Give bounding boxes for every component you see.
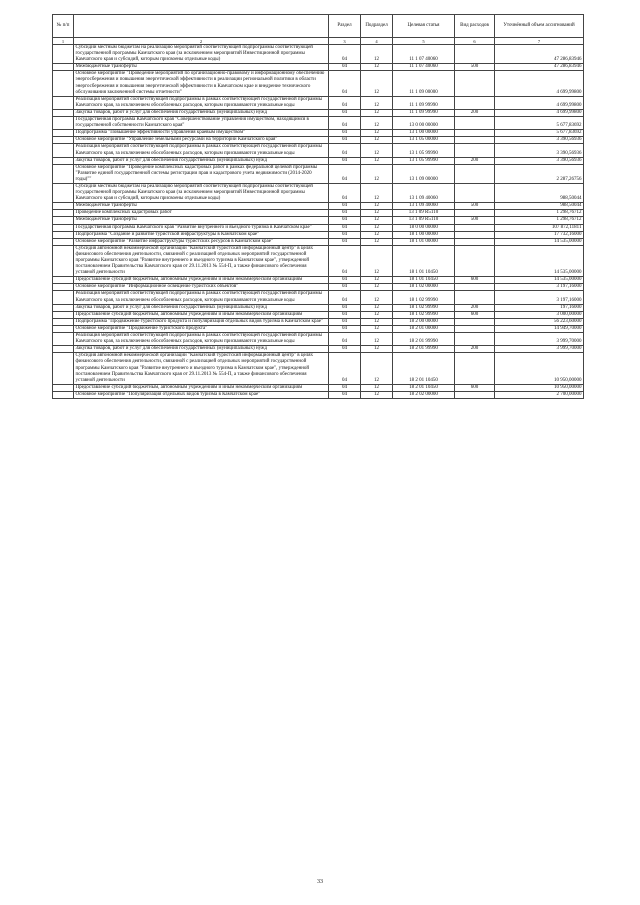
cell-subsection: 12 [361, 291, 393, 304]
cell-amount: 4 699,99800 [495, 71, 584, 96]
cell-num [53, 231, 74, 238]
cell-expense [455, 183, 495, 202]
cell-num [53, 245, 74, 276]
cell-amount: 3 390,56936 [495, 137, 584, 144]
cell-target: 18 2 00 00000 [393, 318, 455, 325]
cell-amount: 107 872,11811 [495, 224, 584, 231]
cell-target: 13 1 05 00000 [393, 137, 455, 144]
header-section: Раздел [329, 15, 361, 38]
cell-target: 18 1 00 00000 [393, 231, 455, 238]
cell-target: 13 1 09 00000 [393, 164, 455, 183]
table-row [53, 109, 584, 116]
cell-name: Реализация мероприятий соответствующей подпрограммы в рамках соответствующей государственной программы Камчатского края, за исключением обособленных расходов, которым присваиваются уникальные коды [74, 333, 329, 346]
cell-section: 04 [329, 353, 361, 384]
table-row [53, 284, 584, 291]
cell-amount: 3 000,00000 [495, 311, 584, 318]
cell-section: 04 [329, 130, 361, 137]
cell-num [53, 353, 74, 384]
cell-section: 04 [329, 71, 361, 96]
cell-name: Основное мероприятие "Управление земельными ресурсами на территории Камчатского края" [74, 137, 329, 144]
cell-section: 04 [329, 210, 361, 217]
col-number: 3 [329, 38, 361, 45]
cell-target: 18 1 02 99990 [393, 291, 455, 304]
cell-target: 13 1 09 40060 [393, 183, 455, 202]
cell-name: Закупка товаров, работ и услуг для обеспечения государственных (муниципальных) нужд [74, 304, 329, 311]
cell-subsection: 12 [361, 284, 393, 291]
cell-expense [455, 117, 495, 130]
cell-subsection: 12 [361, 384, 393, 391]
cell-subsection: 12 [361, 164, 393, 183]
cell-target: 18 1 01 00000 [393, 238, 455, 245]
cell-section: 04 [329, 117, 361, 130]
cell-num [53, 277, 74, 284]
col-number: 5 [393, 38, 455, 45]
cell-section: 04 [329, 137, 361, 144]
table-row [53, 144, 584, 157]
table-row [53, 277, 584, 284]
cell-section: 04 [329, 311, 361, 318]
table-row [53, 231, 584, 238]
cell-name: Закупка товаров, работ и услуг для обеспечения государственных (муниципальных) нужд [74, 157, 329, 164]
table-row [53, 238, 584, 245]
table-row [53, 96, 584, 109]
cell-section: 04 [329, 277, 361, 284]
cell-target: 18 1 01 10450 [393, 277, 455, 284]
cell-expense [455, 224, 495, 231]
cell-section: 04 [329, 231, 361, 238]
cell-amount: 1 298,76712 [495, 210, 584, 217]
cell-num [53, 96, 74, 109]
cell-amount: 14 535,00000 [495, 277, 584, 284]
table-row [53, 217, 584, 224]
cell-name: Предоставление субсидий бюджетным, автономным учреждениям и иным некоммерческим организациям [74, 311, 329, 318]
cell-target: 18 1 02 00000 [393, 284, 455, 291]
cell-num [53, 164, 74, 183]
cell-target: 18 2 02 00000 [393, 391, 455, 398]
cell-target: 13 1 00 00000 [393, 130, 455, 137]
table-row [53, 291, 584, 304]
cell-name: Межбюджетные трансферты [74, 64, 329, 71]
budget-table [52, 14, 584, 399]
cell-name: Подпрограмма "Создание и развитие туристской инфраструктуры в Камчатском крае" [74, 231, 329, 238]
cell-num [53, 183, 74, 202]
cell-amount: 14 535,00000 [495, 245, 584, 276]
cell-target: 13 1 05 99990 [393, 157, 455, 164]
table-row [53, 183, 584, 202]
cell-expense [455, 318, 495, 325]
cell-amount: 3 197,16000 [495, 291, 584, 304]
cell-section: 04 [329, 333, 361, 346]
cell-subsection: 12 [361, 183, 393, 202]
table-row [53, 384, 584, 391]
cell-expense [455, 45, 495, 64]
cell-name: Проведение комплексных кадастровых работ [74, 210, 329, 217]
table-row [53, 391, 584, 398]
cell-subsection: 12 [361, 304, 393, 311]
cell-name: Предоставление субсидий бюджетным, автономным учреждениям и иным некоммерческим организациям [74, 277, 329, 284]
table-row [53, 71, 584, 96]
header-name [74, 15, 329, 38]
table-row [53, 130, 584, 137]
cell-subsection: 12 [361, 130, 393, 137]
cell-section: 04 [329, 304, 361, 311]
cell-target: 13 1 09 R5110 [393, 217, 455, 224]
table-row [53, 164, 584, 183]
cell-section: 04 [329, 325, 361, 332]
cell-name: Реализация мероприятий соответствующей подпрограммы в рамках соответствующей государственной программы Камчатского края, за исключением обособленных расходов, которым присваиваются уникальные коды [74, 96, 329, 109]
cell-name: Подпрограмма "Повышение эффективности управления краевым имуществом" [74, 130, 329, 137]
table-row [53, 325, 584, 332]
header-subsection: Подраздел [361, 15, 393, 38]
cell-expense: 500 [455, 203, 495, 210]
cell-expense: 600 [455, 311, 495, 318]
header-target: Целевая статья [393, 15, 455, 38]
column-number-row [53, 38, 584, 45]
cell-num [53, 311, 74, 318]
cell-amount: 197,16000 [495, 304, 584, 311]
cell-amount: 10 950,00000 [495, 384, 584, 391]
cell-num [53, 346, 74, 353]
cell-num [53, 333, 74, 346]
cell-subsection: 12 [361, 203, 393, 210]
cell-num [53, 71, 74, 96]
cell-amount: 3 999,70000 [495, 333, 584, 346]
cell-expense [455, 284, 495, 291]
table-row [53, 346, 584, 353]
cell-target: 18 2 01 10450 [393, 353, 455, 384]
cell-subsection: 12 [361, 318, 393, 325]
col-number: 6 [455, 38, 495, 45]
table-row [53, 304, 584, 311]
cell-num [53, 144, 74, 157]
cell-section: 04 [329, 144, 361, 157]
cell-name: Субсидия автономной некоммерческой организации "Камчатский туристский информационный центр" в целях финансового обеспечения деятельности, связанной с реализацией отдельных мероприятий государственной программы Камчатского края "Развитие внутреннего и въездного туризма в Камчатском крае", утвержденной постановлением Правительства Камчатского края от 29.11.2013 № 554-П, а также финансового обеспечения уставной деятельности [74, 353, 329, 384]
cell-expense: 600 [455, 277, 495, 284]
header-amount: Уточнённый объем ассигнований [495, 15, 584, 38]
cell-expense [455, 245, 495, 276]
cell-name: Основное мероприятие "Популяризация отдельных видов туризма в Камчатском крае" [74, 391, 329, 398]
cell-amount: 47 286,83946 [495, 64, 584, 71]
cell-name: Основное мероприятие "Информационное освещение туристских объектов" [74, 284, 329, 291]
cell-amount: 2 287,26756 [495, 164, 584, 183]
table-row [53, 245, 584, 276]
cell-amount: 10 950,00000 [495, 353, 584, 384]
cell-section: 04 [329, 384, 361, 391]
cell-target: 18 2 01 00000 [393, 325, 455, 332]
cell-section: 04 [329, 346, 361, 353]
cell-subsection: 12 [361, 238, 393, 245]
cell-name: Межбюджетные трансферты [74, 203, 329, 210]
table-row [53, 203, 584, 210]
table-row [53, 210, 584, 217]
header-expense: Вид расходов [455, 15, 495, 38]
cell-target: 18 0 00 00000 [393, 224, 455, 231]
cell-expense [455, 96, 495, 109]
cell-target: 11 1 09 00000 [393, 71, 455, 96]
cell-section: 04 [329, 96, 361, 109]
cell-amount: 1 298,76712 [495, 217, 584, 224]
cell-name: Основное мероприятие "Проведение комплексных кадастровых работ в рамках федеральной целевой программы "Развитие единой государственной системы регистрации прав и кадастрового учета недвижимости (2014-2020 годы)"" [74, 164, 329, 183]
cell-num [53, 284, 74, 291]
cell-subsection: 12 [361, 277, 393, 284]
cell-name: Закупка товаров, работ и услуг для обеспечения государственных (муниципальных) нужд [74, 109, 329, 116]
cell-expense [455, 291, 495, 304]
cell-amount: 5 677,83692 [495, 117, 584, 130]
cell-section: 04 [329, 245, 361, 276]
table-body [53, 45, 584, 399]
cell-target: 18 2 01 99990 [393, 346, 455, 353]
cell-amount: 988,50044 [495, 203, 584, 210]
cell-subsection: 12 [361, 137, 393, 144]
cell-subsection: 12 [361, 353, 393, 384]
col-number: 2 [74, 38, 329, 45]
cell-expense [455, 231, 495, 238]
table-row [53, 64, 584, 71]
cell-expense [455, 71, 495, 96]
cell-expense [455, 238, 495, 245]
table-row [53, 157, 584, 164]
cell-num [53, 117, 74, 130]
cell-subsection: 12 [361, 109, 393, 116]
cell-num [53, 203, 74, 210]
cell-subsection: 12 [361, 333, 393, 346]
cell-section: 04 [329, 64, 361, 71]
cell-num [53, 304, 74, 311]
col-number: 4 [361, 38, 393, 45]
cell-amount: 56 223,60000 [495, 318, 584, 325]
cell-section: 04 [329, 284, 361, 291]
cell-expense [455, 144, 495, 157]
cell-subsection: 12 [361, 346, 393, 353]
cell-expense: 500 [455, 64, 495, 71]
cell-amount: 14 535,00000 [495, 238, 584, 245]
table-row [53, 117, 584, 130]
cell-expense [455, 130, 495, 137]
cell-num [53, 318, 74, 325]
cell-amount: 14 949,70000 [495, 325, 584, 332]
cell-expense: 500 [455, 217, 495, 224]
cell-subsection: 12 [361, 217, 393, 224]
cell-expense: 200 [455, 157, 495, 164]
cell-target: 18 2 01 10450 [393, 384, 455, 391]
cell-section: 04 [329, 291, 361, 304]
cell-section: 04 [329, 45, 361, 64]
cell-name: Субсидия автономной некоммерческой организации "Камчатский туристский информационный центр" в целях финансового обеспечения деятельности, связанной с реализацией отдельных мероприятий государственной программы Камчатского края "Развитие внутреннего и въездного туризма в Камчатском крае", утвержденной постановлением Правительства Камчатского края от 29.11.2013 № 554-П, а также финансового обеспечения уставной деятельности [74, 245, 329, 276]
cell-expense [455, 164, 495, 183]
cell-name: Основное мероприятие "Проведение мероприятий по организационно-правовому и информационному обеспечению энергосбережения и повышения энергетической эффективности в реализации региональной политики в области энергосбережения и повышения энергетической эффективности в Камчатском крае и внедрение технического обслуживания заключенной системы отчетности" [74, 71, 329, 96]
cell-section: 04 [329, 164, 361, 183]
table-row [53, 318, 584, 325]
col-number: 7 [495, 38, 584, 45]
cell-subsection: 12 [361, 224, 393, 231]
cell-num [53, 210, 74, 217]
cell-num [53, 137, 74, 144]
cell-num [53, 109, 74, 116]
cell-target: 18 1 02 99990 [393, 304, 455, 311]
cell-name: Реализация мероприятий соответствующей подпрограммы в рамках соответствующей государственной программы Камчатского края, за исключением обособленных расходов, которым присваиваются уникальные коды [74, 144, 329, 157]
cell-amount: 4 699,99800 [495, 109, 584, 116]
cell-subsection: 12 [361, 391, 393, 398]
cell-name: Основное мероприятие "Развитие инфраструктуры туристских ресурсов в Камчатском крае" [74, 238, 329, 245]
cell-expense: 200 [455, 304, 495, 311]
cell-amount: 2 700,00000 [495, 391, 584, 398]
cell-subsection: 12 [361, 210, 393, 217]
cell-section: 04 [329, 318, 361, 325]
cell-num [53, 391, 74, 398]
cell-target: 13 1 09 40060 [393, 203, 455, 210]
cell-expense: 200 [455, 109, 495, 116]
cell-num [53, 238, 74, 245]
cell-target: 18 1 01 10450 [393, 245, 455, 276]
cell-subsection: 12 [361, 325, 393, 332]
header-row [53, 15, 584, 38]
cell-section: 04 [329, 391, 361, 398]
cell-num [53, 217, 74, 224]
cell-expense: 600 [455, 384, 495, 391]
cell-expense: 200 [455, 346, 495, 353]
cell-amount: 17 732,16000 [495, 231, 584, 238]
cell-subsection: 12 [361, 64, 393, 71]
cell-expense [455, 391, 495, 398]
cell-subsection: 12 [361, 245, 393, 276]
cell-subsection: 12 [361, 157, 393, 164]
cell-name: Реализация мероприятий соответствующей подпрограммы в рамках соответствующей государственной программы Камчатского края, за исключением обособленных расходов, которым присваиваются уникальные коды [74, 291, 329, 304]
page-number: 33 [317, 879, 323, 885]
table-row [53, 224, 584, 231]
cell-amount: 3 197,16000 [495, 284, 584, 291]
cell-section: 04 [329, 109, 361, 116]
cell-target: 11 1 07 40060 [393, 45, 455, 64]
cell-subsection: 12 [361, 117, 393, 130]
table-row [53, 45, 584, 64]
cell-amount: 3 999,70000 [495, 346, 584, 353]
cell-subsection: 12 [361, 311, 393, 318]
cell-section: 04 [329, 238, 361, 245]
cell-target: 13 1 05 99990 [393, 144, 455, 157]
cell-name: Предоставление субсидий бюджетным, автономным учреждениям и иным некоммерческим организациям [74, 384, 329, 391]
cell-expense [455, 353, 495, 384]
header-num: № п/п [53, 15, 74, 38]
cell-expense [455, 210, 495, 217]
cell-section: 04 [329, 183, 361, 202]
cell-subsection: 12 [361, 71, 393, 96]
cell-name: Закупка товаров, работ и услуг для обеспечения государственных (муниципальных) нужд [74, 346, 329, 353]
table-row [53, 137, 584, 144]
cell-amount: 5 677,83692 [495, 130, 584, 137]
cell-section: 04 [329, 157, 361, 164]
cell-num [53, 224, 74, 231]
cell-num [53, 384, 74, 391]
cell-name: Основное мероприятие "Продвижение туристского продукта" [74, 325, 329, 332]
cell-amount: 3 390,56936 [495, 144, 584, 157]
cell-expense [455, 325, 495, 332]
cell-target: 11 1 07 40060 [393, 64, 455, 71]
cell-target: 13 1 09 R5110 [393, 210, 455, 217]
cell-subsection: 12 [361, 231, 393, 238]
table-row [53, 353, 584, 384]
cell-expense [455, 137, 495, 144]
cell-target: 18 2 01 99990 [393, 333, 455, 346]
cell-subsection: 12 [361, 45, 393, 64]
cell-name: Государственная программа Камчатского края "Развитие внутреннего и въездного туризма в Камчатском крае" [74, 224, 329, 231]
cell-expense [455, 333, 495, 346]
cell-num [53, 130, 74, 137]
cell-name: Подпрограмма "Продвижение туристского продукта и популяризация отдельных видов туризма в Камчатском крае" [74, 318, 329, 325]
cell-name: Субсидии местным бюджетам на реализацию мероприятий соответствующей подпрограммы соответствующей государственной программы Камчатского края (за исключением мероприятий Инвестиционной программы Камчатского края и субсидий, которым присвоены отдельные коды) [74, 183, 329, 202]
cell-name: Субсидии местным бюджетам на реализацию мероприятий соответствующей подпрограммы соответствующей государственной программы Камчатского края (за исключением мероприятий Инвестиционной программы Камчатского края и субсидий, которым присвоены отдельные коды) [74, 45, 329, 64]
col-number: 1 [53, 38, 74, 45]
cell-name: Межбюджетные трансферты [74, 217, 329, 224]
cell-section: 04 [329, 217, 361, 224]
cell-name: Государственная программа Камчатского края "Совершенствование управления имуществом, находящимся в государственной собственности Камчатского края" [74, 117, 329, 130]
cell-section: 04 [329, 203, 361, 210]
cell-amount: 47 286,83946 [495, 45, 584, 64]
cell-num [53, 157, 74, 164]
cell-target: 11 1 09 99990 [393, 109, 455, 116]
cell-amount: 3 390,56936 [495, 157, 584, 164]
cell-num [53, 325, 74, 332]
table-row [53, 311, 584, 318]
cell-target: 13 0 00 00000 [393, 117, 455, 130]
cell-subsection: 12 [361, 96, 393, 109]
cell-num [53, 45, 74, 64]
cell-num [53, 291, 74, 304]
cell-num [53, 64, 74, 71]
table-row [53, 333, 584, 346]
cell-amount: 4 699,99800 [495, 96, 584, 109]
cell-subsection: 12 [361, 144, 393, 157]
cell-amount: 988,50044 [495, 183, 584, 202]
cell-target: 11 1 09 99990 [393, 96, 455, 109]
cell-target: 18 1 02 99990 [393, 311, 455, 318]
cell-section: 04 [329, 224, 361, 231]
